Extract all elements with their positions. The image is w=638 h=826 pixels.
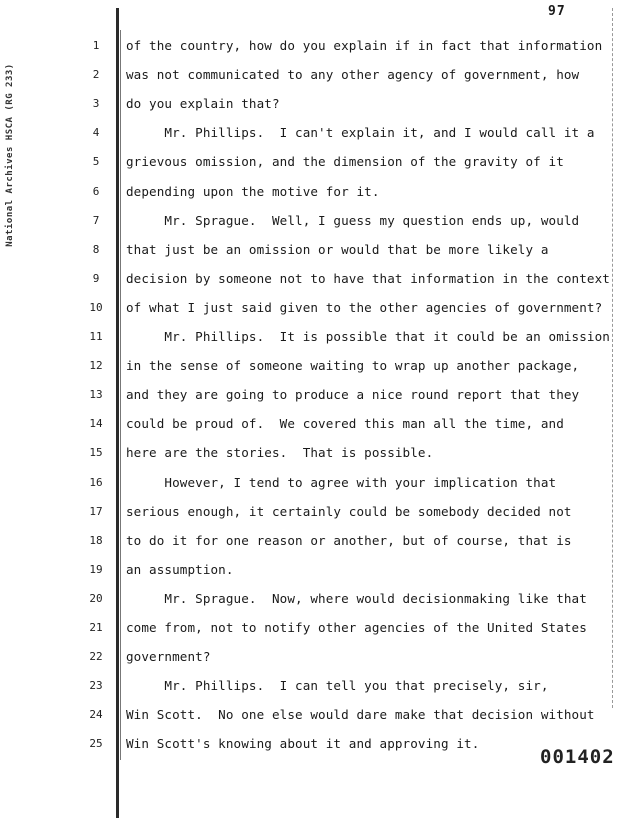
line-number: 1 xyxy=(92,39,100,52)
line-number: 14 xyxy=(89,417,103,431)
line-text: to do it for one reason or another, but of course, that is xyxy=(126,532,572,548)
line-number: 8 xyxy=(92,242,100,256)
line-number: 2 xyxy=(92,68,100,82)
line-text: come from, not to notify other agencies of the United States xyxy=(126,620,587,635)
line-number: 7 xyxy=(92,213,100,227)
transcript-line xyxy=(0,502,638,522)
transcript-line xyxy=(0,298,638,318)
line-text: government? xyxy=(126,649,211,665)
line-number: 11 xyxy=(89,330,103,343)
transcript-line xyxy=(0,182,638,202)
transcript-line xyxy=(0,473,638,493)
transcript-line xyxy=(0,65,638,85)
line-text: in the sense of someone waiting to wrap up another package, xyxy=(126,358,580,374)
line-number: 16 xyxy=(89,475,103,489)
line-text: depending upon the motive for it. xyxy=(126,183,380,199)
transcript-line xyxy=(0,589,638,609)
line-text: Win Scott's knowing about it and approving it. xyxy=(126,736,480,752)
transcript-line xyxy=(0,385,638,405)
line-number: 12 xyxy=(89,359,103,373)
line-number: 3 xyxy=(92,97,100,111)
line-text: an assumption. xyxy=(126,561,234,577)
transcript-line xyxy=(0,443,638,463)
transcript-line xyxy=(0,705,638,725)
line-number: 10 xyxy=(89,300,103,314)
line-text: Mr. Phillips. I can tell you that precisely, sir, xyxy=(126,678,549,694)
transcript-line xyxy=(0,123,638,143)
transcript-line xyxy=(0,327,638,347)
line-number: 6 xyxy=(92,184,100,198)
line-text: decision by someone not to have that information in the context xyxy=(126,270,610,286)
line-number: 20 xyxy=(89,591,103,605)
transcript-line xyxy=(0,560,638,580)
transcript-line xyxy=(0,94,638,114)
document-id: 001402 xyxy=(540,746,615,768)
line-text: Win Scott. No one else would dare make that decision without xyxy=(126,707,595,723)
transcript-line xyxy=(0,414,638,434)
line-number: 9 xyxy=(92,271,100,285)
line-text: Mr. Phillips. I can't explain it, and I would call it a xyxy=(126,125,595,141)
page-number: 97 xyxy=(548,4,566,19)
line-number: 15 xyxy=(89,446,103,460)
transcript-line xyxy=(0,356,638,376)
transcript-line xyxy=(0,269,638,289)
line-number: 13 xyxy=(89,388,103,402)
line-text: could be proud of. We covered this man all the time, and xyxy=(126,416,564,432)
line-number: 5 xyxy=(92,155,100,169)
line-text: grievous omission, and the dimension of the gravity of it xyxy=(126,154,564,170)
line-number: 25 xyxy=(89,737,103,751)
line-text: was not communicated to any other agency of government, how xyxy=(126,67,580,83)
archive-stamp-text: National Archives HSCA (RG 233) xyxy=(5,63,15,247)
line-text: of what I just said given to the other agencies of government? xyxy=(126,299,603,315)
line-text: that just be an omission or would that be more likely a xyxy=(126,241,549,257)
line-number: 22 xyxy=(89,650,103,664)
transcript-line xyxy=(0,647,638,667)
transcript-line xyxy=(0,531,638,551)
line-text: Mr. Phillips. It is possible that it could be an omission xyxy=(126,329,610,344)
line-text: serious enough, it certainly could be somebody decided not xyxy=(126,503,572,519)
line-number: 4 xyxy=(92,126,100,140)
line-number: 18 xyxy=(89,533,103,547)
line-text: However, I tend to agree with your implication that xyxy=(126,474,557,490)
line-text: Mr. Sprague. Now, where would decisionmaking like that xyxy=(126,590,587,606)
line-number: 21 xyxy=(89,621,103,634)
line-text: Mr. Sprague. Well, I guess my question ends up, would xyxy=(126,212,580,228)
transcript-line xyxy=(0,240,638,260)
line-text: here are the stories. That is possible. xyxy=(126,445,434,461)
line-number: 24 xyxy=(89,708,103,722)
transcript-line xyxy=(0,211,638,231)
line-number: 19 xyxy=(89,562,103,576)
line-text: do you explain that? xyxy=(126,96,280,112)
transcript-line xyxy=(0,152,638,172)
line-number: 17 xyxy=(89,504,103,518)
line-number: 23 xyxy=(89,679,103,693)
transcript-line xyxy=(0,676,638,696)
line-text: and they are going to produce a nice round report that they xyxy=(126,387,580,403)
transcript-line xyxy=(0,36,638,56)
transcript-line xyxy=(0,618,638,638)
line-text: of the country, how do you explain if in fact that information xyxy=(126,38,603,53)
